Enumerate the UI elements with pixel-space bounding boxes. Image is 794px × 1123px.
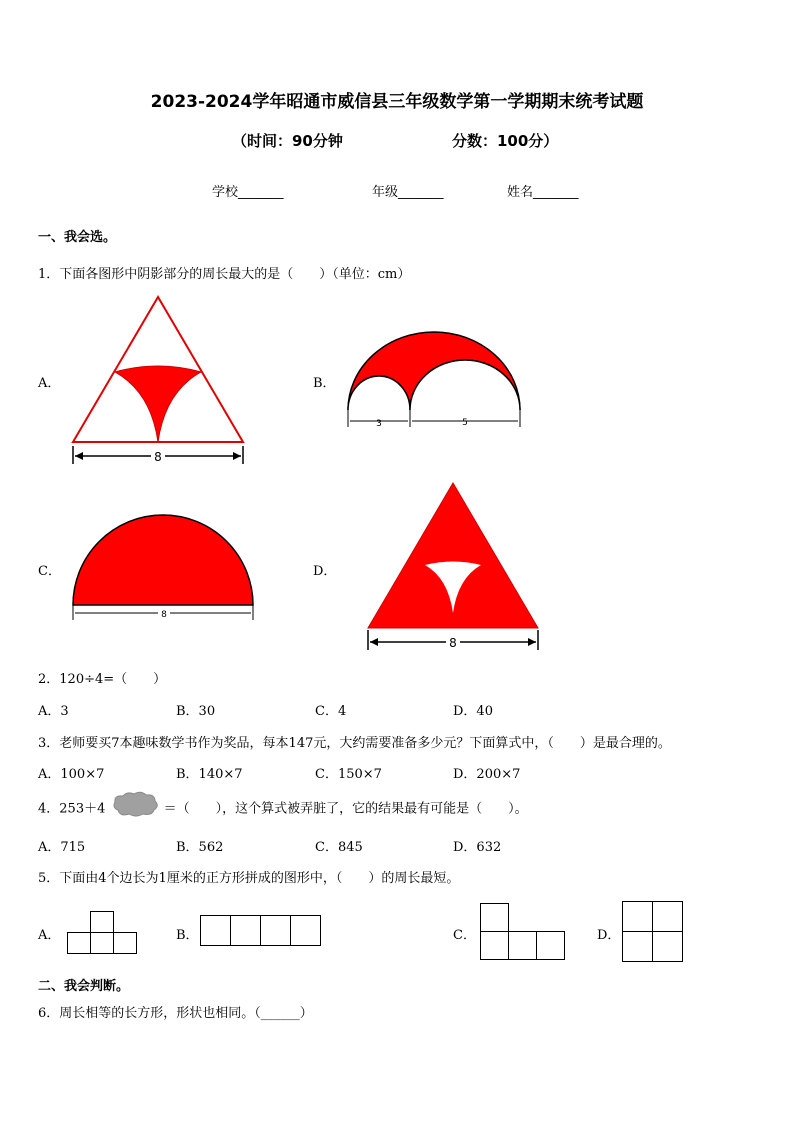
q1-fig-d-length: 8	[449, 636, 457, 650]
q1-option-d-label: D．	[313, 564, 337, 579]
q5-figure-a	[65, 910, 141, 956]
q4-option-a: A．715	[38, 840, 86, 855]
q1-option-b-label: B．	[313, 376, 336, 391]
q1-option-c-label: C．	[38, 564, 61, 579]
q3-option-d: D．200×7	[453, 767, 521, 782]
q1-fig-b-right-length: 5	[462, 418, 468, 428]
q5-figure-c	[478, 902, 568, 962]
q4-option-b: B．562	[176, 840, 224, 855]
q1-figure-b	[340, 325, 530, 435]
question-1: 1．下面各图形中阴影部分的周长最大的是（ ）（单位：cm）	[38, 267, 411, 282]
q1-figure-d	[360, 480, 550, 655]
q4-option-c: C．845	[315, 840, 363, 855]
q3-option-b: B．140×7	[176, 767, 243, 782]
question-2: 2．120÷4=（ ）	[38, 672, 167, 687]
q1-fig-a-length: 8	[154, 450, 162, 464]
q5-option-d-label: D．	[597, 928, 621, 943]
q5-option-c-label: C．	[453, 928, 476, 943]
section-one-heading: 一、我会选。	[38, 230, 117, 245]
q3-option-c: C．150×7	[315, 767, 382, 782]
q1-option-a-label: A．	[38, 376, 61, 391]
q2-option-d: D．40	[453, 704, 493, 719]
q4-option-d: D．632	[453, 840, 502, 855]
q2-option-c: C．4	[315, 704, 347, 719]
exam-score: 分数：100分）	[452, 132, 559, 150]
q4-text-after: ＝（ ），这个算式被弄脏了，它的结果最有可能是（ ）。	[163, 801, 528, 817]
q1-figure-a	[65, 292, 255, 467]
question-4	[38, 796, 528, 822]
exam-time: （时间：90分钟	[232, 132, 343, 150]
grade-field: 年级_______	[372, 185, 444, 200]
q4-text-before: 4．253＋4	[38, 801, 106, 817]
q3-option-a: A．100×7	[38, 767, 105, 782]
q5-figure-b	[199, 914, 323, 948]
question-3: 3．老师要买7本趣味数学书作为奖品，每本147元，大约需要准备多少元？下面算式中，（ ）是最合理的。	[38, 736, 671, 751]
page-title: 2023-2024学年昭通市威信县三年级数学第一学期期末统考试题	[150, 92, 644, 112]
question-5: 5．下面由4个边长为1厘米的正方形拼成的图形中，（ ）的周长最短。	[38, 871, 460, 886]
name-field: 姓名_______	[507, 185, 579, 200]
q5-option-b-label: B．	[176, 928, 199, 943]
q1-fig-c-length: 8	[161, 610, 167, 620]
smudge-cloud-icon	[110, 796, 160, 822]
q2-option-b: B．30	[176, 704, 216, 719]
question-6: 6．周长相等的长方形，形状也相同。（______）	[38, 1006, 313, 1021]
q1-figure-c	[65, 510, 265, 625]
school-field: 学校_______	[212, 185, 284, 200]
section-two-heading: 二、我会判断。	[38, 979, 130, 994]
q1-fig-b-left-length: 3	[376, 419, 382, 429]
q5-figure-d	[621, 900, 685, 964]
q2-option-a: A．3	[38, 704, 69, 719]
q5-option-a-label: A．	[38, 928, 61, 943]
